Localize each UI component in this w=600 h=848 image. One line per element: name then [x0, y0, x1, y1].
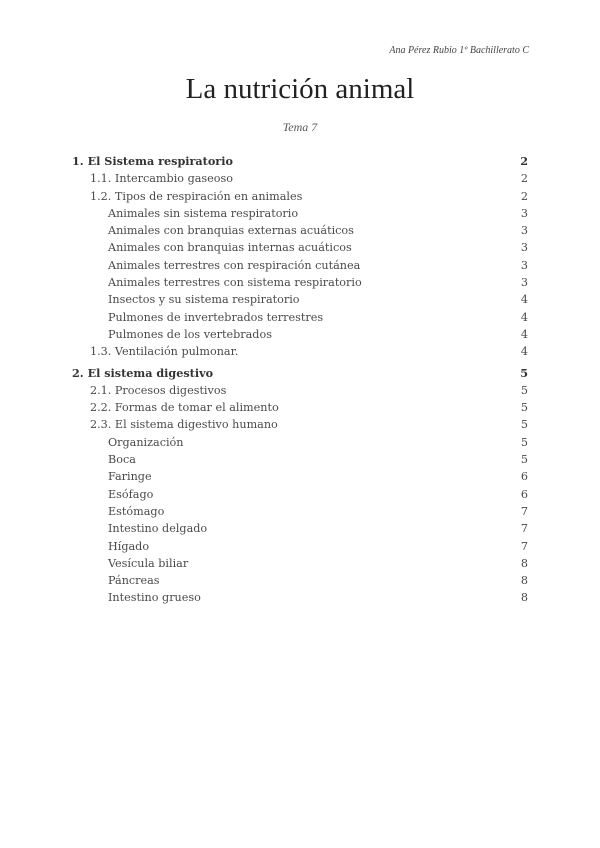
toc-entry-title: Animales terrestres con sistema respiratorio [108, 276, 362, 290]
toc-entry-page: 5 [520, 418, 528, 432]
toc-entry-page: 3 [520, 258, 528, 272]
toc-entry-page: 5 [520, 383, 528, 397]
toc-entry-page: 6 [520, 470, 528, 484]
toc-entry[interactable] [72, 365, 528, 382]
toc-entry-page: 3 [520, 206, 528, 220]
toc-entry-page: 3 [520, 224, 528, 238]
toc-entry-title: 1.1. Intercambio gaseoso [90, 172, 233, 186]
toc-entry[interactable] [72, 153, 528, 170]
toc-entry-title: 1.3. Ventilación pulmonar. [90, 345, 239, 359]
toc-entry-title: Hígado [108, 539, 150, 553]
toc-entry-title: 2. El sistema digestivo [72, 365, 214, 380]
toc-entry-page: 4 [520, 293, 528, 307]
toc-entry-page: 2 [520, 172, 528, 186]
toc-entry[interactable] [72, 538, 528, 555]
toc-entry-title: Faringe [108, 470, 152, 484]
page-title: La nutrición animal [185, 73, 415, 105]
author-header: Ana Pérez Rubio 1º Bachillerato C [389, 45, 529, 56]
toc-entry-page: 8 [520, 574, 528, 588]
toc-entry-page: 5 [520, 401, 528, 415]
toc-entry-page: 3 [520, 241, 528, 255]
toc-entry-page: 4 [520, 310, 528, 324]
toc-entry-page: 7 [520, 539, 528, 553]
toc-entry[interactable] [72, 170, 528, 187]
toc-entry-title: Insectos y su sistema respiratorio [108, 293, 300, 307]
toc-entry[interactable] [72, 520, 528, 537]
toc-entry[interactable] [72, 434, 528, 451]
toc-entry-title: 2.1. Procesos digestivos [90, 383, 227, 397]
toc-entry-title: Pulmones de invertebrados terrestres [108, 310, 324, 324]
toc-entry[interactable] [72, 503, 528, 520]
toc-entry-title: Pulmones de los vertebrados [108, 327, 272, 341]
toc-entry[interactable] [72, 589, 528, 606]
toc-entry-page: 8 [520, 556, 528, 570]
toc-entry-page: 4 [520, 345, 528, 359]
toc-entry-page: 7 [520, 522, 528, 536]
toc-entry-title: Estómago [108, 504, 165, 518]
toc-entry-title: Páncreas [108, 574, 160, 588]
toc-entry-title: Animales terrestres con respiración cutánea [108, 258, 361, 272]
toc-entry-title: Intestino delgado [108, 522, 208, 536]
toc-entry[interactable] [72, 239, 528, 256]
toc-entry-title: Animales con branquias internas acuáticos [108, 241, 352, 255]
toc-entry-page: 5 [520, 365, 528, 380]
toc-entry-title: Intestino grueso [108, 591, 201, 605]
toc-entry[interactable] [72, 205, 528, 222]
toc-entry-page: 5 [520, 453, 528, 467]
toc-entry[interactable] [72, 274, 528, 291]
toc-entry[interactable] [72, 451, 528, 468]
toc-entry[interactable] [72, 399, 528, 416]
toc-entry-title: Esófago [108, 487, 154, 501]
toc-entry[interactable] [72, 555, 528, 572]
toc-entry[interactable] [72, 326, 528, 343]
toc-entry-page: 2 [520, 189, 528, 203]
toc-entry-page: 3 [520, 276, 528, 290]
toc-entry-title: Boca [108, 453, 136, 467]
toc-entry-title: Animales con branquias externas acuáticos [108, 224, 354, 238]
toc-entry-title: 2.2. Formas de tomar el alimento [90, 401, 279, 415]
toc-entry[interactable] [72, 291, 528, 308]
toc-entry[interactable] [72, 382, 528, 399]
toc-entry-title: Vesícula biliar [108, 556, 189, 570]
toc-entry[interactable] [72, 188, 528, 205]
toc-entry[interactable] [72, 416, 528, 433]
toc-entry-page: 4 [520, 327, 528, 341]
toc-entry[interactable] [72, 309, 528, 326]
toc-entry-page: 5 [520, 435, 528, 449]
toc-entry-title: 2.3. El sistema digestivo humano [90, 418, 278, 432]
toc-entry[interactable] [72, 257, 528, 274]
toc-entry-page: 8 [520, 591, 528, 605]
toc-entry-page: 6 [520, 487, 528, 501]
toc-entry-page: 7 [520, 504, 528, 518]
page-subtitle: Tema 7 [282, 120, 318, 134]
toc-entry-page: 2 [520, 154, 528, 168]
toc-entry[interactable] [72, 468, 528, 485]
toc-entry-title: 1. El Sistema respiratorio [72, 154, 233, 168]
table-of-contents [72, 153, 528, 607]
toc-entry[interactable] [72, 222, 528, 239]
toc-entry[interactable] [72, 486, 528, 503]
toc-entry-title: Animales sin sistema respiratorio [108, 206, 299, 220]
toc-entry[interactable] [72, 343, 528, 360]
toc-entry-title: Organización [108, 435, 184, 449]
toc-entry-title: 1.2. Tipos de respiración en animales [90, 189, 303, 203]
toc-entry[interactable] [72, 572, 528, 589]
